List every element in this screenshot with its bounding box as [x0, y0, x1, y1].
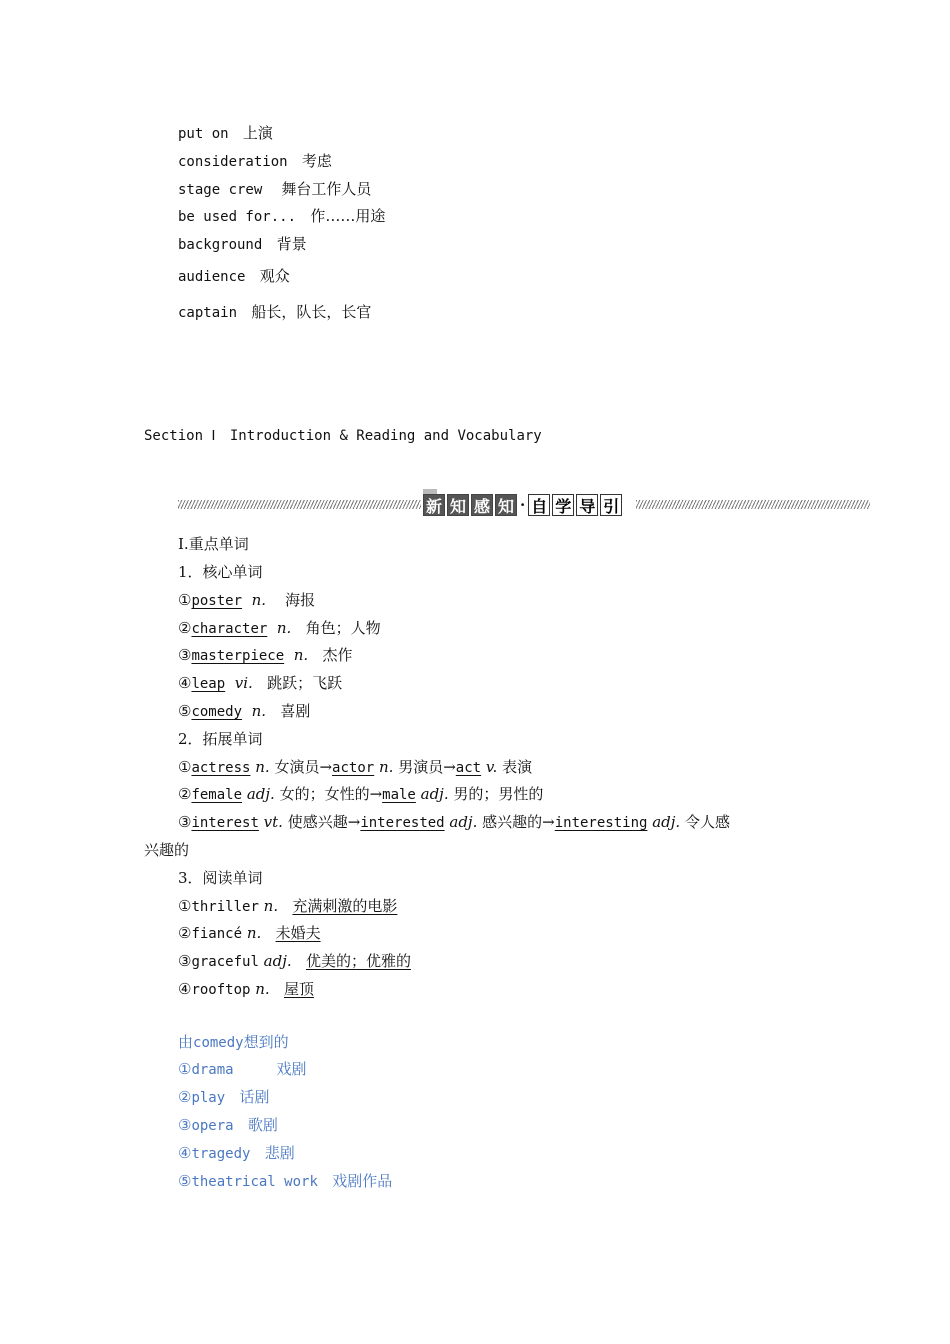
subsection-heading: 2．拓展单词	[178, 730, 263, 748]
note-item	[178, 1115, 278, 1136]
reading-item	[178, 979, 314, 1000]
note-title-word: comedy	[193, 1035, 244, 1051]
pos: n.	[293, 646, 309, 664]
item-number: ②	[178, 924, 192, 942]
reading-item	[178, 951, 411, 972]
meaning: 感兴趣的→	[482, 813, 555, 831]
reading-item	[178, 896, 397, 917]
item-number: ②	[178, 619, 192, 637]
core-item	[178, 590, 315, 611]
meaning-answer: 未婚夫	[275, 924, 321, 942]
note-zh: 戏剧作品	[332, 1172, 393, 1190]
banner-char: 新	[423, 494, 445, 516]
meaning: 女演员→	[274, 758, 333, 776]
note-item	[178, 1059, 307, 1080]
meaning: 跳跃；飞跃	[267, 674, 343, 692]
vocab-row	[178, 179, 371, 200]
ext-item-continuation: 兴趣的	[144, 841, 190, 859]
banner-char: 感	[471, 494, 493, 516]
note-en: theatrical work	[191, 1174, 318, 1190]
reading-item	[178, 923, 321, 944]
meaning: 角色；人物	[305, 619, 381, 637]
item-number: ③	[178, 646, 192, 664]
vocab-row	[178, 123, 273, 144]
banner-char: 引	[600, 494, 622, 516]
vocab-zh: 上演	[242, 124, 273, 142]
item-number: ①	[178, 1060, 192, 1078]
meaning: 使感兴趣→	[287, 813, 361, 831]
vocab-en: consideration	[178, 154, 288, 170]
item-number: ②	[178, 1088, 192, 1106]
note-en: opera	[191, 1118, 234, 1134]
pos: n.	[246, 924, 262, 942]
term: act	[455, 760, 482, 776]
core-item	[178, 673, 342, 694]
meaning: 令人感	[684, 813, 730, 831]
item-number: ①	[178, 897, 192, 915]
core-item	[178, 701, 310, 722]
vocab-row	[178, 206, 385, 227]
vocab-row	[178, 302, 371, 323]
pos: n.	[255, 758, 270, 776]
vocab-en: audience	[178, 269, 246, 285]
term: actress	[191, 760, 251, 776]
note-item	[178, 1171, 392, 1192]
section-banner	[178, 492, 870, 518]
pos: n.	[378, 758, 394, 776]
vocab-row	[178, 266, 290, 287]
vocab-zh: 背景	[276, 235, 307, 253]
note-en: play	[191, 1090, 226, 1106]
pos: v.	[485, 758, 498, 776]
term: comedy	[191, 704, 243, 720]
pos: n.	[276, 619, 292, 637]
term: interested	[360, 815, 445, 831]
meaning: 男的；男性的	[453, 785, 544, 803]
banner-separator: ·	[520, 496, 526, 514]
meaning: 表演	[502, 758, 533, 776]
core-item	[178, 645, 352, 666]
banner-char: 知	[495, 494, 517, 516]
item-number: ③	[178, 952, 192, 970]
part-heading: Ⅰ.重点单词	[178, 535, 249, 553]
meaning-answer: 屋顶	[284, 980, 315, 998]
vocab-en: stage crew	[178, 182, 263, 198]
note-zh: 悲剧	[264, 1144, 295, 1162]
term: masterpiece	[191, 648, 285, 664]
vocab-zh: 观众	[259, 267, 290, 285]
vocab-row	[178, 234, 307, 255]
vocab-zh: 船长，队长，长官	[251, 303, 372, 321]
pos: adj.	[420, 785, 449, 803]
banner-hatch-right	[636, 500, 870, 509]
banner-char: 知	[447, 494, 469, 516]
item-number: ⑤	[178, 1172, 192, 1190]
pos: n.	[255, 980, 270, 998]
item-number: ④	[178, 980, 192, 998]
vocab-zh: 舞台工作人员	[281, 180, 372, 198]
item-number: ④	[178, 1144, 192, 1162]
note-zh: 歌剧	[247, 1116, 278, 1134]
meaning: 喜剧	[280, 702, 311, 720]
pos: vt.	[263, 813, 283, 831]
meaning: 海报	[285, 591, 316, 609]
banner-hatch-left	[178, 500, 421, 509]
item-number: ③	[178, 1116, 192, 1134]
vocab-row	[178, 151, 332, 172]
vocab-en: background	[178, 237, 263, 253]
vocab-en: put on	[178, 126, 229, 142]
term: fiancé	[191, 926, 243, 942]
ext-item	[178, 757, 532, 778]
banner-char: 自	[528, 494, 550, 516]
vocab-zh: 作……用途	[310, 207, 386, 225]
vocab-en: captain	[178, 305, 238, 321]
term: leap	[191, 676, 226, 692]
item-number: ②	[178, 785, 192, 803]
item-number: ①	[178, 591, 192, 609]
banner-char: 导	[576, 494, 598, 516]
term: interest	[191, 815, 259, 831]
pos: n.	[263, 897, 279, 915]
section-label: Section Ⅰ	[144, 428, 216, 444]
meaning: 男演员→	[398, 758, 456, 776]
note-zh: 话剧	[239, 1088, 270, 1106]
note-en: drama	[191, 1062, 234, 1078]
pos: n.	[251, 591, 267, 609]
term: actor	[332, 760, 375, 776]
pos: adj.	[652, 813, 681, 831]
meaning: 女的；女性的→	[279, 785, 383, 803]
vocab-en: be used for...	[178, 209, 297, 225]
note-item	[178, 1143, 295, 1164]
meaning-answer: 优美的；优雅的	[305, 952, 411, 970]
item-number: ⑤	[178, 702, 192, 720]
term: interesting	[554, 815, 648, 831]
meaning-answer: 充满刺激的电影	[292, 897, 398, 915]
item-number: ③	[178, 813, 192, 831]
term: rooftop	[191, 982, 251, 998]
term: character	[191, 621, 268, 637]
item-number: ④	[178, 674, 192, 692]
pos: adj.	[449, 813, 478, 831]
ext-item	[178, 812, 730, 833]
note-en: tragedy	[191, 1146, 251, 1162]
term: female	[191, 787, 243, 803]
term: graceful	[191, 954, 259, 970]
vocab-zh: 考虑	[301, 152, 332, 170]
term: thriller	[191, 899, 259, 915]
term: male	[382, 787, 416, 803]
note-item	[178, 1087, 270, 1108]
section-title: Introduction & Reading and Vocabulary	[229, 428, 542, 444]
pos: adj.	[246, 785, 275, 803]
pos: n.	[251, 702, 267, 720]
core-item	[178, 618, 381, 639]
banner-char: 学	[552, 494, 574, 516]
note-zh: 戏剧	[276, 1060, 307, 1078]
pos: vi.	[234, 674, 253, 692]
note-title-prefix: 由	[178, 1033, 194, 1051]
item-number: ①	[178, 758, 192, 776]
subsection-heading: 1．核心单词	[178, 563, 263, 581]
ext-item	[178, 784, 543, 805]
section-heading	[144, 425, 542, 446]
term: poster	[191, 593, 243, 609]
meaning: 杰作	[322, 646, 353, 664]
note-title	[178, 1032, 289, 1053]
note-title-suffix: 想到的	[243, 1033, 289, 1051]
subsection-heading: 3．阅读单词	[178, 869, 263, 887]
pos: adj.	[263, 952, 292, 970]
banner-title	[423, 492, 624, 518]
